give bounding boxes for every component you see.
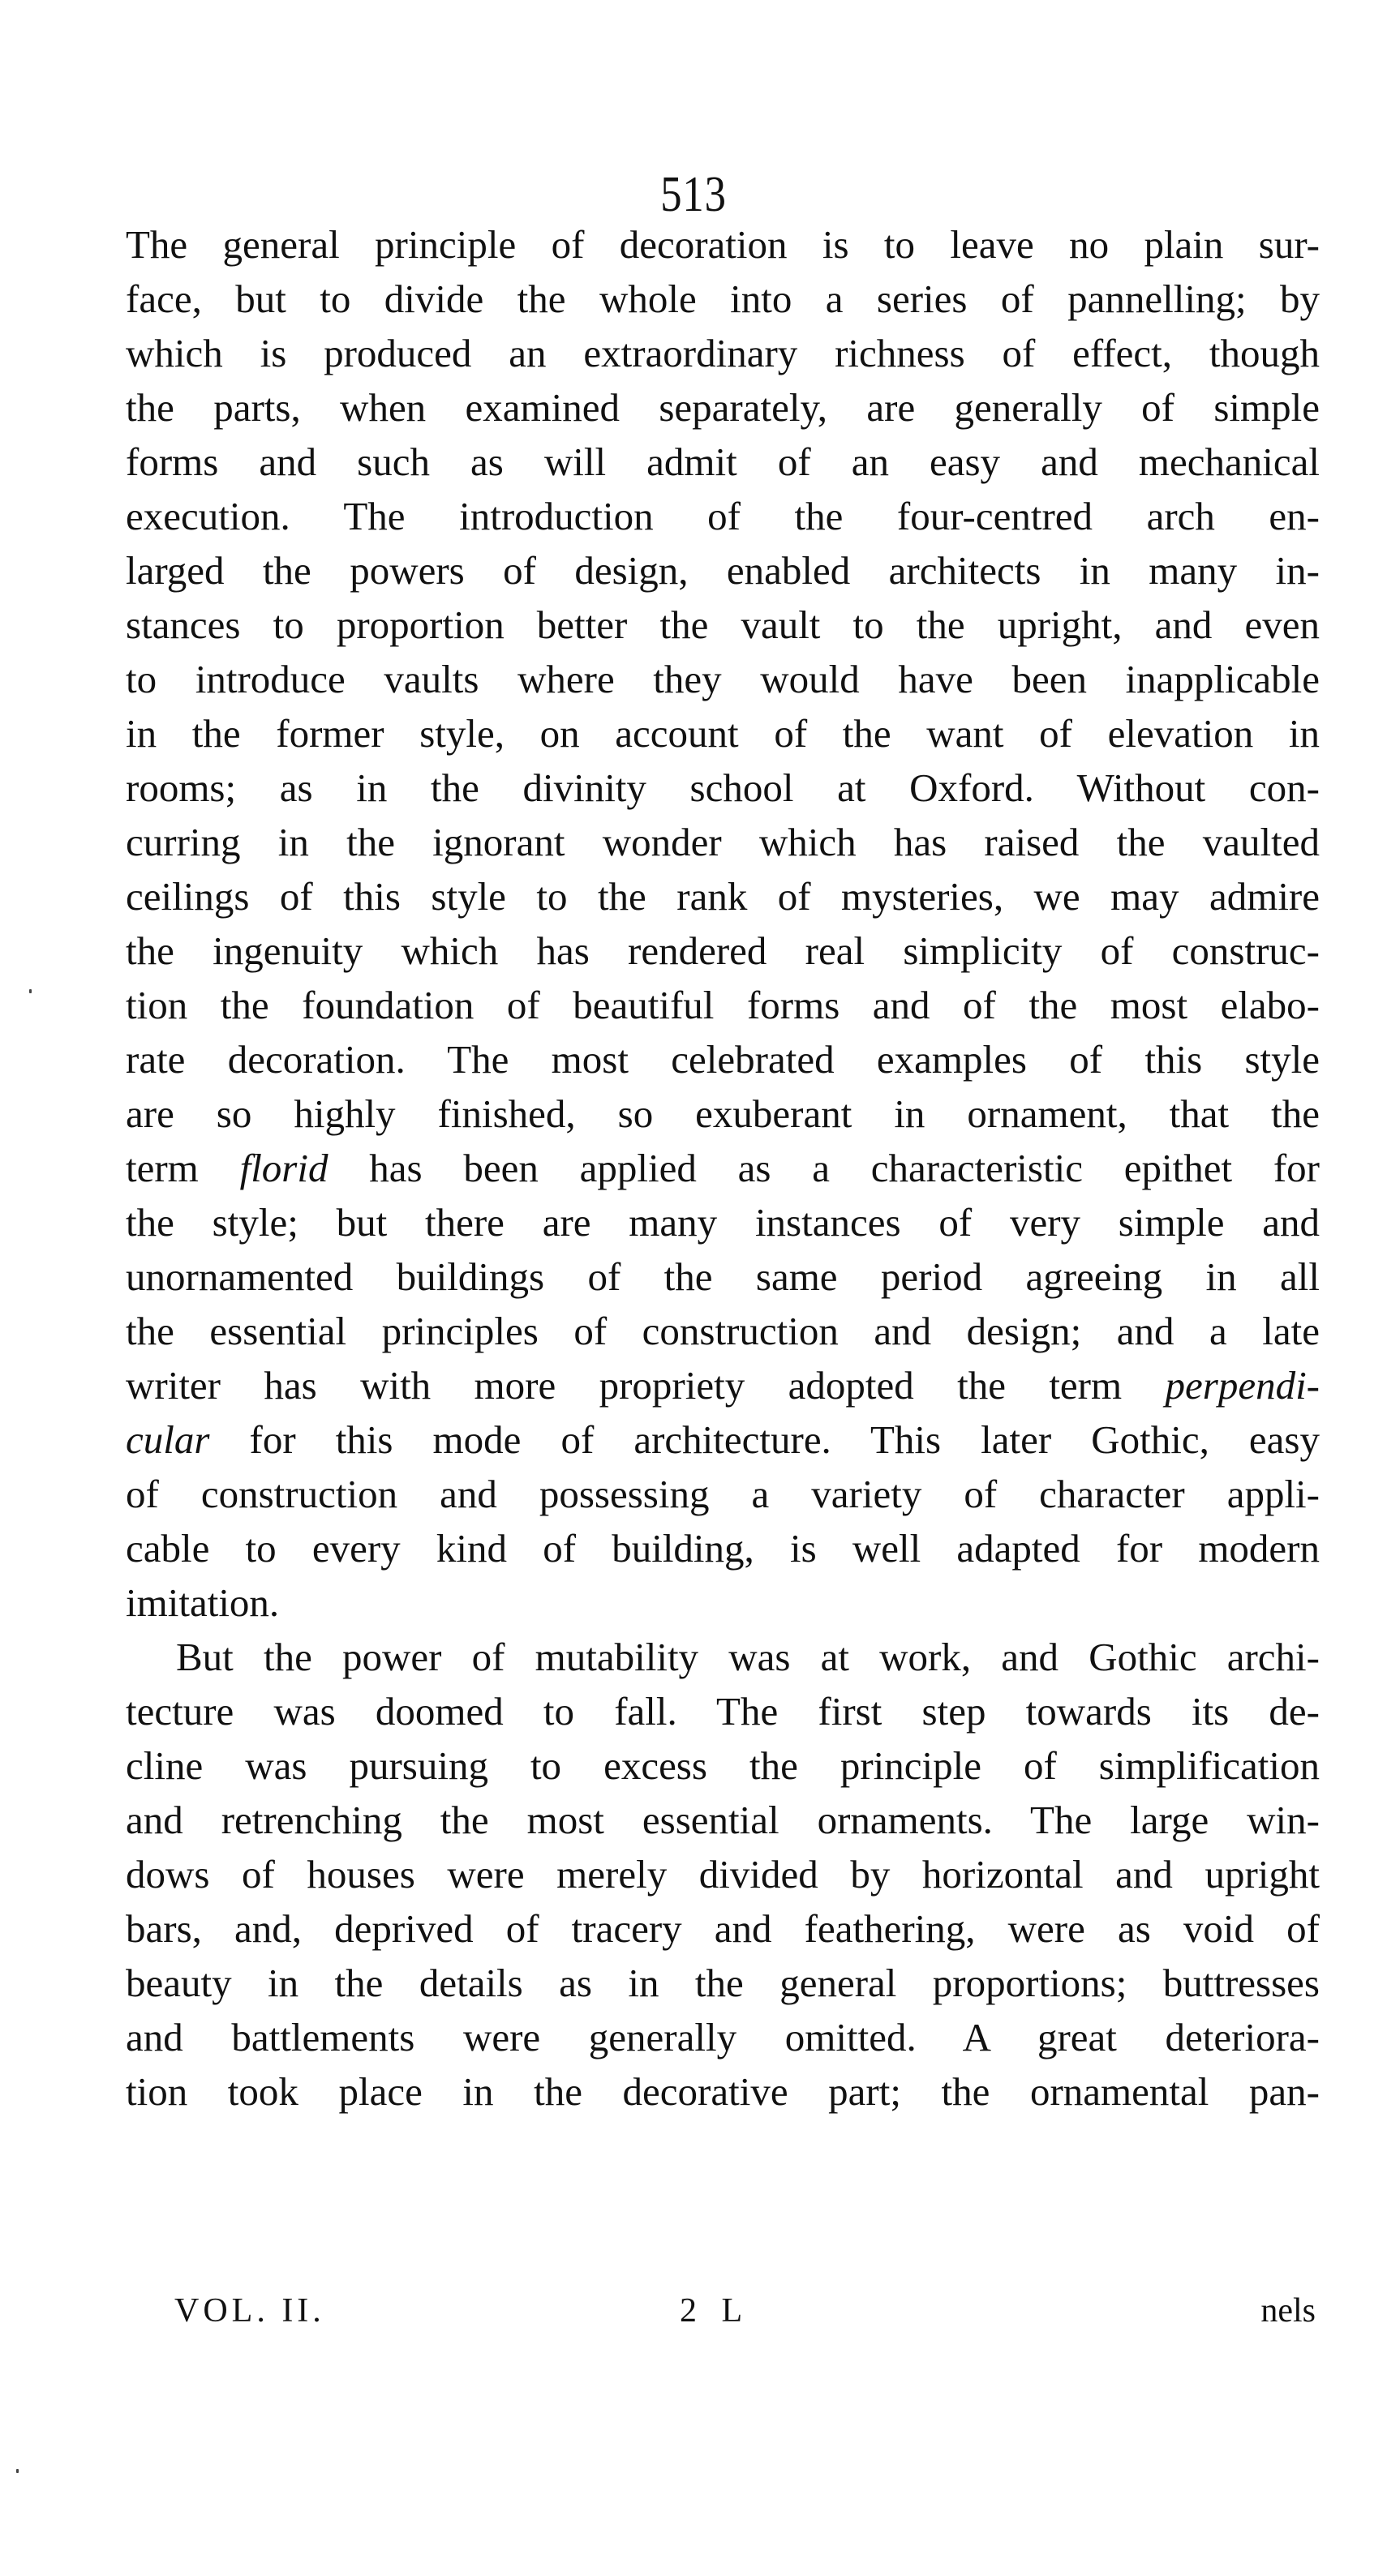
- text-run: face, but to divide the whole into a series of pannelling; by: [126, 276, 1320, 321]
- text-run: which is produced an extraordinary richness of effect, though: [126, 331, 1320, 375]
- text-run: writer has with more propriety adopted the term: [126, 1363, 1166, 1408]
- body-text: [126, 217, 1320, 2119]
- scan-speck: [29, 989, 32, 993]
- text-line: [126, 652, 1320, 706]
- text-run: term: [126, 1146, 240, 1190]
- text-run: to introduce vaults where they would have been inapplicable: [126, 657, 1320, 701]
- volume-label: VOL. II.: [174, 2292, 325, 2330]
- text-run: bars, and, deprived of tracery and feathering, were as void of: [126, 1906, 1320, 1951]
- text-run: forms and such as will admit of an easy and mechanical: [126, 439, 1320, 484]
- text-run: curring in the ignorant wonder which has raised the vaulted: [126, 820, 1320, 864]
- text-line: [126, 2064, 1320, 2119]
- text-run: beauty in the details as in the general proportions; buttresses: [126, 1961, 1320, 2005]
- text-run: larged the powers of design, enabled architects in many in-: [126, 548, 1320, 593]
- text-run: imitation.: [126, 1580, 280, 1625]
- text-line: [126, 1521, 1320, 1575]
- text-line: [126, 1358, 1320, 1412]
- scan-speck: [16, 2469, 19, 2473]
- text-run: and battlements were generally omitted. A great deteriora-: [126, 2015, 1320, 2060]
- text-run: in the former style, on account of the want of elevation in: [126, 711, 1320, 756]
- text-line: [126, 2010, 1320, 2064]
- text-line: [126, 1684, 1320, 1738]
- text-line: [126, 1847, 1320, 1901]
- paragraph: [126, 1630, 1320, 2119]
- text-line: [126, 1412, 1320, 1467]
- italic-term: florid: [239, 1146, 328, 1190]
- text-run: rate decoration. The most celebrated examples of this style: [126, 1037, 1320, 1082]
- text-line: [126, 1304, 1320, 1358]
- text-line: [126, 1575, 1320, 1630]
- text-line: [126, 924, 1320, 978]
- text-line: [126, 272, 1320, 326]
- text-run: dows of houses were merely divided by horizontal and upright: [126, 1852, 1320, 1897]
- paragraph: [126, 217, 1320, 1630]
- text-run: cline was pursuing to excess the principle of simplification: [126, 1743, 1320, 1788]
- text-run: tecture was doomed to fall. The first step towards its de-: [126, 1689, 1320, 1734]
- text-line: [126, 1956, 1320, 2010]
- text-line: [126, 1141, 1320, 1195]
- text-run: the style; but there are many instances of very simple and: [126, 1200, 1320, 1245]
- text-run: for this mode of architecture. This later Gothic, easy: [209, 1417, 1320, 1462]
- italic-term: cular: [126, 1417, 210, 1462]
- text-run: has been applied as a characteristic epithet for: [328, 1146, 1320, 1190]
- text-run: the parts, when examined separately, are generally of simple: [126, 385, 1320, 430]
- text-line: [126, 1793, 1320, 1847]
- text-line: [126, 1195, 1320, 1249]
- text-run: the essential principles of construction and design; and a late: [126, 1309, 1320, 1353]
- text-line: [126, 869, 1320, 924]
- text-line: [126, 380, 1320, 435]
- text-run: are so highly finished, so exuberant in ornament, that the: [126, 1091, 1320, 1136]
- text-run: tion took place in the decorative part; the ornamental pan-: [126, 2069, 1320, 2114]
- text-run: tion the foundation of beautiful forms and of the most elabo-: [126, 983, 1320, 1027]
- text-line: [126, 543, 1320, 598]
- text-run: the ingenuity which has rendered real simplicity of construc-: [126, 928, 1320, 973]
- text-run: But the power of mutability was at work, and Gothic archi-: [176, 1635, 1320, 1679]
- text-line: [126, 1901, 1320, 1956]
- text-run: and retrenching the most essential ornaments. The large win-: [126, 1798, 1320, 1842]
- page-number: 513: [660, 167, 727, 222]
- text-line: [126, 1087, 1320, 1141]
- page-footer: [0, 2282, 1387, 2339]
- text-run: unornamented buildings of the same period agreeing in all: [126, 1254, 1320, 1299]
- text-line: [126, 598, 1320, 652]
- text-line: [126, 1467, 1320, 1521]
- text-run: execution. The introduction of the four-centred arch en-: [126, 494, 1320, 538]
- text-line: [126, 1249, 1320, 1304]
- text-line: [126, 326, 1320, 380]
- text-run: ceilings of this style to the rank of mysteries, we may admire: [126, 874, 1320, 919]
- text-line: [126, 489, 1320, 543]
- text-run: stances to proportion better the vault to the upright, and even: [126, 602, 1320, 647]
- text-line: [126, 217, 1320, 272]
- signature-mark: 2 L: [680, 2292, 751, 2330]
- text-run: The general principle of decoration is to leave no plain sur-: [126, 222, 1320, 267]
- catchword: nels: [1260, 2292, 1316, 2330]
- text-line: [126, 978, 1320, 1032]
- text-line: [126, 435, 1320, 489]
- text-run: of construction and possessing a variety of character appli-: [126, 1472, 1320, 1516]
- text-line: [126, 1738, 1320, 1793]
- text-run: rooms; as in the divinity school at Oxford. Without con-: [126, 765, 1320, 810]
- text-line: [126, 1630, 1320, 1684]
- text-line: [126, 815, 1320, 869]
- text-line: [126, 761, 1320, 815]
- text-run: cable to every kind of building, is well adapted for modern: [126, 1526, 1320, 1571]
- text-line: [126, 706, 1320, 761]
- text-line: [126, 1032, 1320, 1087]
- italic-term: perpendi-: [1165, 1363, 1320, 1408]
